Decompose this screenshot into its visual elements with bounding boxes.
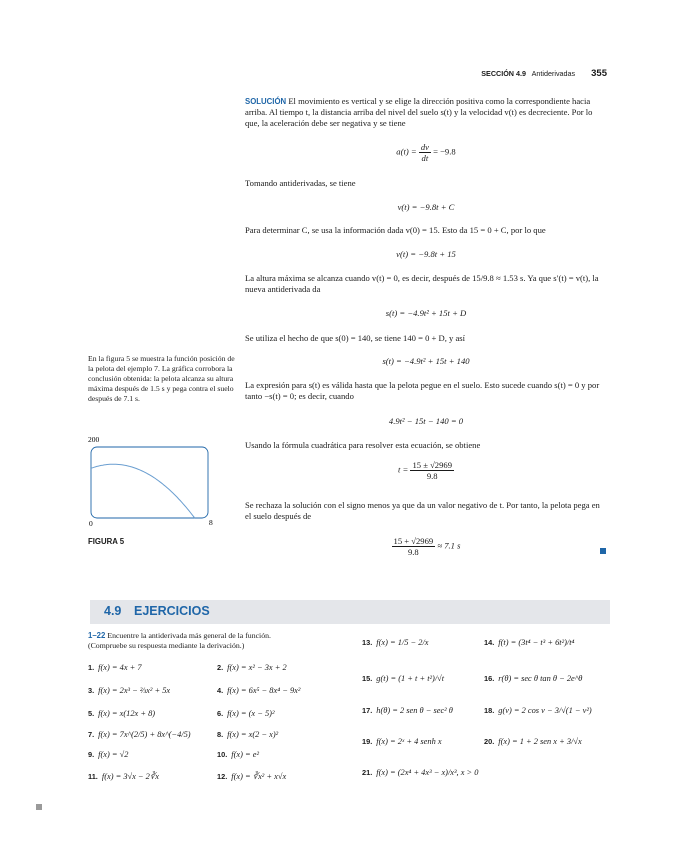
exercise-function: f(x) = ∛x² + x√x	[231, 772, 287, 781]
exercise-number: 12.	[217, 772, 228, 781]
y-tick-label: 200	[88, 435, 100, 444]
solution-text-1: El movimiento es vertical y se elige la dirección positiva como la correspondiente hacia arriba. Al tiempo t, la distancia arriba del nivel del suelo s(t) y la velocidad v(t) es decreciente. Por lo que, la aceleración debe ser negativa y se tiene	[245, 96, 593, 129]
running-header	[481, 68, 607, 79]
exercise-function: f(x) = (2x⁴ + 4x³ − x)/x³, x > 0	[376, 768, 479, 777]
sidebar-caption: En la figura 5 se muestra la función posición de la pelota del ejemplo 7. La gráfica corrobora la conclusión obtenida: la pelota alcanza su altura máxima después de 1.5 s y pega contra el suelo después de 7.1 s.	[88, 354, 235, 403]
exercise-number: 19.	[362, 737, 373, 746]
exercise-function: f(x) = 2x³ − ⅔x² + 5x	[98, 686, 171, 695]
exercise-item	[217, 686, 300, 695]
exercise-item	[362, 768, 478, 777]
x-tick-label: 8	[209, 518, 213, 527]
exercise-item	[362, 674, 444, 683]
exercise-function: f(x) = x(2 − x)²	[227, 730, 279, 739]
solution-paragraph-3: Para determinar C, se usa la información dada v(0) = 15. Esto da 15 = 0 + C, por lo que	[245, 225, 546, 235]
graph-frame	[91, 447, 208, 518]
exercise-function: f(x) = 6x⁵ − 8x⁴ − 9x²	[227, 686, 301, 695]
exercise-number: 20.	[484, 737, 495, 746]
exercise-item	[217, 709, 274, 718]
exercise-number: 1.	[88, 663, 95, 672]
exercise-item	[88, 663, 142, 672]
exercise-function: g(t) = (1 + t + t²)/√t	[376, 674, 445, 683]
equation-acceleration: a(t) = $\frac{dv}{dt}$ = −9.8	[396, 142, 456, 163]
origin-tick-label: 0	[89, 519, 93, 528]
exercise-item	[217, 730, 278, 739]
exercise-item	[362, 706, 453, 715]
solution-paragraph-5: Se utiliza el hecho de que s(0) = 140, se tiene 140 = 0 + D, y así	[245, 333, 466, 343]
equation-velocity-general: v(t) = −9.8t + C	[397, 202, 455, 212]
figure-5-label: FIGURA 5	[88, 537, 125, 546]
exercise-item	[484, 706, 592, 715]
exercise-function: f(x) = √2	[98, 750, 129, 759]
solution-label: SOLUCIÓN	[245, 97, 287, 106]
exercises-number: 4.9	[104, 604, 122, 618]
page-corner-marker	[36, 804, 42, 810]
equation-position-general: s(t) = −4.9t² + 15t + D	[385, 308, 467, 318]
exercise-function: f(x) = 2ˣ + 4 senh x	[376, 737, 442, 746]
exercise-number: 13.	[362, 638, 373, 647]
solution-paragraph-7: Usando la fórmula cuadrática para resolver esta ecuación, se obtiene	[245, 440, 481, 450]
exercise-item	[217, 771, 286, 781]
equation-velocity: v(t) = −9.8t + 15	[396, 249, 456, 259]
exercise-function: r(θ) = sec θ tan θ − 2e^θ	[498, 674, 583, 683]
exercise-item	[217, 663, 287, 672]
section-number: SECCIÓN 4.9	[481, 69, 526, 78]
exercise-item	[88, 730, 191, 739]
exercises-header	[90, 600, 610, 624]
exercise-function: f(x) = 4x + 7	[98, 663, 142, 672]
end-of-solution-marker	[600, 548, 606, 554]
exercise-number: 8.	[217, 730, 224, 739]
exercise-number: 6.	[217, 709, 224, 718]
exercise-item	[217, 750, 259, 759]
exercise-number: 5.	[88, 709, 95, 718]
exercise-item	[362, 638, 429, 647]
exercise-item	[484, 737, 582, 746]
exercise-number: 10.	[217, 750, 228, 759]
solution-paragraph-1	[245, 96, 607, 130]
solution-paragraph-4: La altura máxima se alcanza cuando v(t) = 0, es decir, después de 15/9.8 ≈ 1.53 s. Ya que s′(t) = v(t), la nueva antiderivada da	[245, 273, 599, 295]
equation-final-time: $\frac{15 + √2969}{9.8}$ ≈ 7.1 s	[393, 536, 461, 557]
exercise-function: f(x) = 1 + 2 sen x + 3/√x	[498, 737, 582, 746]
exercise-function: f(x) = 1/5 − 2/x	[376, 638, 429, 647]
exercise-number: 15.	[362, 674, 373, 683]
exercise-function: f(x) = 7x^(2/5) + 8x^(−4/5)	[98, 730, 191, 739]
page-number: 355	[591, 68, 607, 79]
equation-quadratic-formula: t = $\frac{15 \pm √2969}{9.8}$	[397, 460, 452, 481]
exercise-number: 21.	[362, 768, 373, 777]
exercise-number: 11.	[88, 772, 98, 781]
exercise-function: f(x) = x(12x + 8)	[98, 709, 156, 718]
exercise-number: 18.	[484, 706, 495, 715]
exercises-instructions: 1–22 Encuentre la antiderivada más general de la función. (Compruebe su respuesta mediante la derivación.)	[88, 631, 271, 650]
exercise-function: f(x) = x² − 3x + 2	[227, 663, 287, 672]
exercise-item	[88, 709, 155, 718]
exercise-function: f(x) = (x − 5)²	[227, 709, 275, 718]
exercise-number: 3.	[88, 686, 95, 695]
exercise-item	[484, 638, 574, 647]
exercise-number: 9.	[88, 750, 95, 759]
fraction-dv-dt: $\frac{dv}{dt}$	[420, 142, 429, 163]
solution-paragraph-2: Tomando antiderivadas, se tiene	[245, 178, 356, 188]
exercise-item	[88, 771, 159, 781]
equation-position: s(t) = −4.9t² + 15t + 140	[382, 356, 470, 366]
exercise-number: 2.	[217, 663, 224, 672]
exercise-item	[88, 686, 170, 695]
exercise-number: 14.	[484, 638, 495, 647]
exercise-item	[484, 674, 582, 683]
section-title: Antiderivadas	[531, 69, 576, 78]
exercise-item	[88, 750, 128, 759]
exercise-number: 4.	[217, 686, 224, 695]
solution-paragraph-8: Se rechaza la solución con el signo menos ya que da un valor negativo de t. Por tanto, la pelota pega en el suelo después de	[245, 500, 600, 522]
exercise-number: 16.	[484, 674, 495, 683]
solution-paragraph-6: La expresión para s(t) es válida hasta que la pelota pegue en el suelo. Esto sucede cuando s(t) = 0 y por tanto −s(t) = 0; es decir, cuando	[245, 380, 600, 402]
position-curve	[91, 464, 195, 518]
exercise-function: h(θ) = 2 sen θ − sec² θ	[376, 706, 453, 715]
exercise-function: f(x) = 3√x − 2∛x	[101, 772, 159, 781]
figure-5-graph	[82, 430, 222, 530]
exercises-title: EJERCICIOS	[134, 604, 210, 618]
exercise-item	[362, 737, 442, 746]
exercise-number: 7.	[88, 730, 95, 739]
exercise-function: f(x) = e²	[231, 750, 259, 759]
exercise-number: 17.	[362, 706, 373, 715]
exercise-function: f(t) = (3t⁴ − t³ + 6t²)/t⁴	[498, 638, 575, 647]
equation-quadratic: 4.9t² − 15t − 140 = 0	[388, 416, 464, 426]
exercise-function: g(v) = 2 cos v − 3/√(1 − v²)	[498, 706, 592, 715]
